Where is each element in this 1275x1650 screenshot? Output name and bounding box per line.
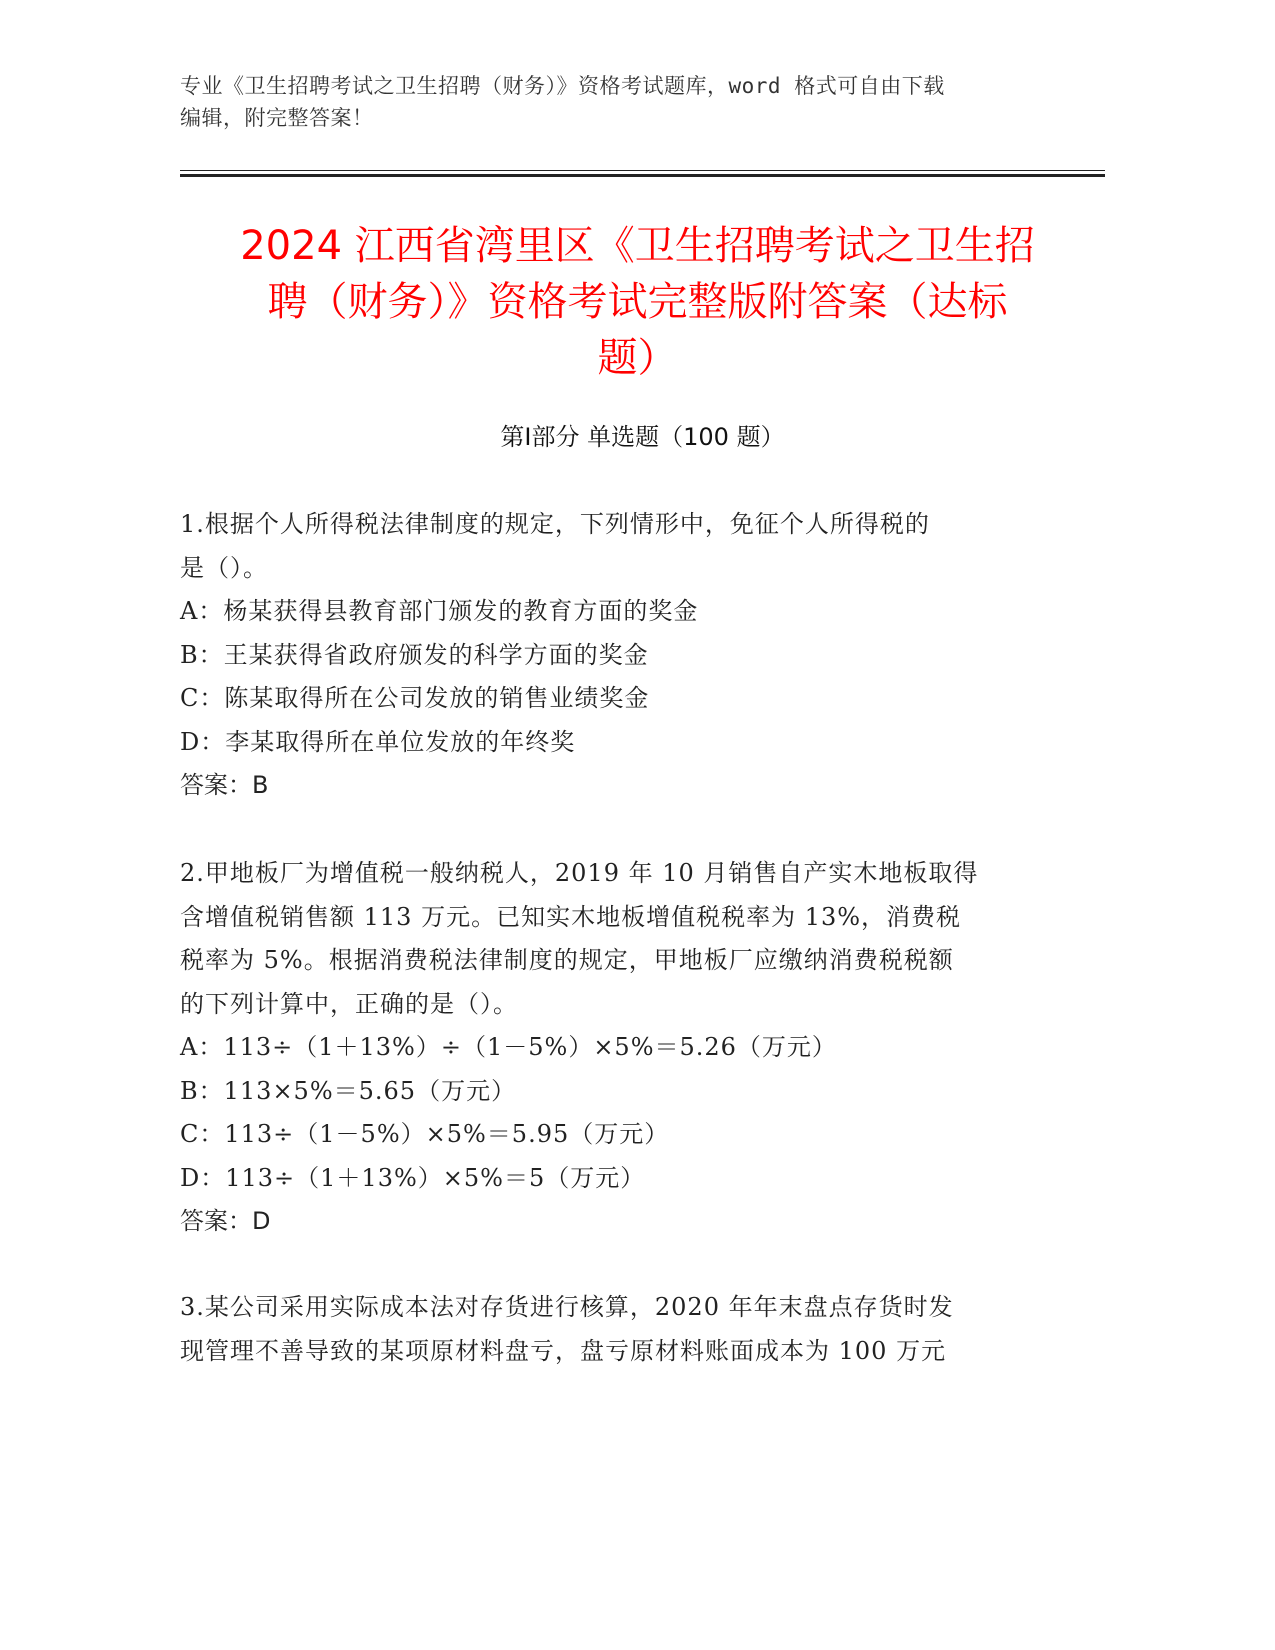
option-d: D：113÷（1＋13%）×5%＝5（万元） bbox=[180, 1163, 646, 1192]
header-note-line-2: 编辑，附完整答案！ bbox=[180, 106, 374, 130]
document-title-line-3: 题） bbox=[597, 335, 678, 381]
document-title-line-1: 2024 江西省湾里区《卫生招聘考试之卫生招 bbox=[240, 223, 1035, 269]
question-text-line: 2.甲地板厂为增值税一般纳税人，2019 年 10 月销售自产实木地板取得 bbox=[180, 859, 979, 887]
option-c: C：陈某取得所在公司发放的销售业绩奖金 bbox=[180, 684, 650, 712]
header-note-line-1: 专业《卫生招聘考试之卫生招聘（财务）》资格考试题库，word 格式可自由下载 bbox=[180, 74, 945, 98]
question-text-line: 现管理不善导致的某项原材料盘亏，盘亏原材料账面成本为 100 万元 bbox=[180, 1336, 947, 1365]
document-title bbox=[160, 218, 1115, 386]
option-a: A：113÷（1＋13%）÷（1－5%）×5%＝5.26（万元） bbox=[180, 1033, 837, 1061]
question-text-line: 3.某公司采用实际成本法对存货进行核算，2020 年年末盘点存货时发 bbox=[180, 1293, 954, 1321]
document-title-line-2: 聘（财务）》资格考试完整版附答案（达标 bbox=[267, 279, 1008, 325]
question-1 bbox=[180, 503, 1040, 808]
header-rule-thick bbox=[180, 174, 1105, 177]
question-3 bbox=[180, 1286, 1040, 1373]
option-d: D：李某取得所在单位发放的年终奖 bbox=[180, 727, 576, 756]
header-rule-thin bbox=[180, 170, 1105, 171]
question-2 bbox=[180, 852, 1040, 1244]
question-text-line: 含增值税销售额 113 万元。已知实木地板增值税税率为 13%，消费税 bbox=[180, 902, 962, 931]
option-a: A：杨某获得县教育部门颁发的教育方面的奖金 bbox=[180, 597, 699, 625]
option-b: B：113×5%＝5.65（万元） bbox=[180, 1076, 517, 1105]
question-text-line: 是（）。 bbox=[180, 553, 268, 582]
section-title: 第Ⅰ部分 单选题（100 题） bbox=[500, 423, 785, 451]
answer: 答案：B bbox=[180, 771, 269, 799]
question-text-line: 税率为 5%。根据消费税法律制度的规定，甲地板厂应缴纳消费税税额 bbox=[180, 946, 954, 974]
header-note bbox=[180, 70, 1060, 134]
answer: 答案：D bbox=[180, 1207, 271, 1235]
question-text-line: 的下列计算中，正确的是（）。 bbox=[180, 989, 518, 1018]
option-c: C：113÷（1－5%）×5%＝5.95（万元） bbox=[180, 1120, 670, 1148]
question-text-line: 1.根据个人所得税法律制度的规定，下列情形中，免征个人所得税的 bbox=[180, 510, 930, 538]
option-b: B：王某获得省政府颁发的科学方面的奖金 bbox=[180, 640, 649, 669]
